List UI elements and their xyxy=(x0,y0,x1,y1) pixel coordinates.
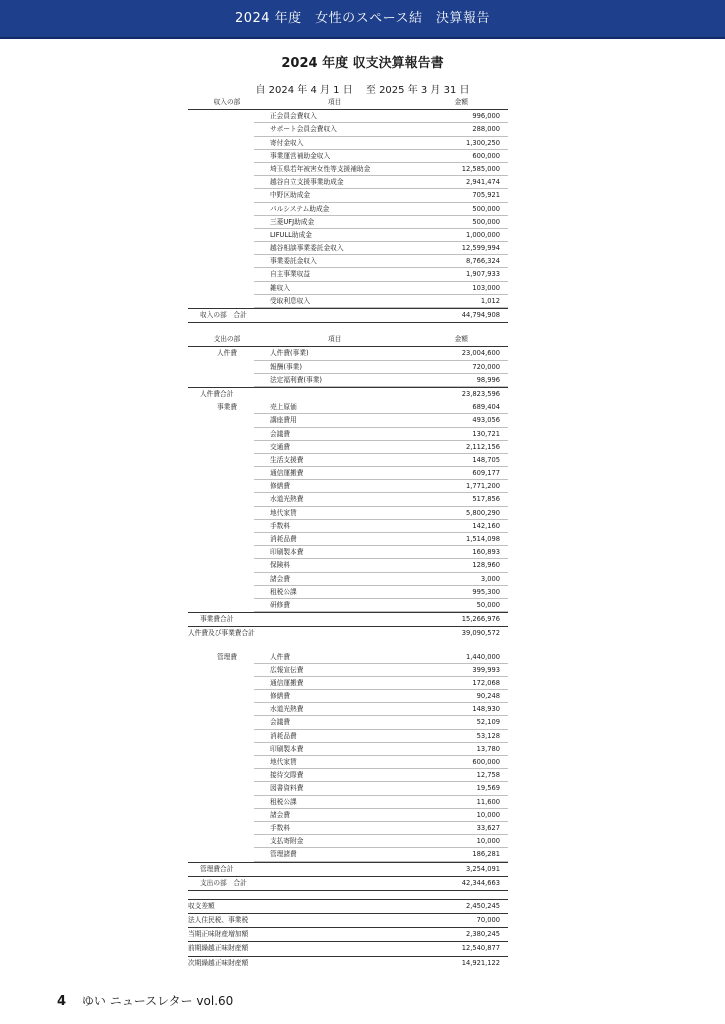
item-amount: 399,993 xyxy=(472,665,500,674)
item-name: 修繕費 xyxy=(270,692,291,701)
item-amount: 52,109 xyxy=(476,718,500,727)
table-row xyxy=(188,163,508,176)
admin-total-amount: 3,254,091 xyxy=(465,864,500,873)
table-row xyxy=(188,150,508,163)
item-name: 図書資料費 xyxy=(270,784,304,793)
income-item-header: 項目 xyxy=(328,98,342,106)
item-name: 印刷製本費 xyxy=(270,744,304,753)
item-name: 印刷製本費 xyxy=(270,548,304,557)
personnel-total-amount: 23,823,596 xyxy=(461,389,500,398)
expense-section-label: 支出の部 xyxy=(213,335,241,344)
item-amount: 11,600 xyxy=(476,797,500,806)
header-title: 2024 年度 女性のスペース結 決算報告 xyxy=(234,11,491,26)
item-name: 修繕費 xyxy=(270,482,291,491)
item-name: 自主事業収益 xyxy=(270,270,311,279)
table-row xyxy=(188,110,508,123)
table-row xyxy=(188,189,508,202)
item-name: 通信運搬費 xyxy=(270,469,304,478)
item-name: 手数料 xyxy=(270,823,291,832)
table-row xyxy=(188,848,508,861)
admin-total xyxy=(188,862,508,876)
item-name: 事業委託金収入 xyxy=(270,257,317,266)
table-row xyxy=(188,467,508,480)
item-name: 諸会費 xyxy=(270,574,291,583)
item-amount: 50,000 xyxy=(476,600,500,609)
item-amount: 1,012 xyxy=(480,296,500,305)
item-name: 講座費用 xyxy=(270,416,297,425)
item-amount: 12,758 xyxy=(476,771,500,780)
table-row xyxy=(188,414,508,427)
item-amount: 148,705 xyxy=(472,455,500,464)
income-amount-header: 金額 xyxy=(454,98,468,106)
item-name: 管理諸費 xyxy=(270,850,297,859)
item-name: 地代家賃 xyxy=(270,508,297,517)
item-name: 人件費 xyxy=(270,652,291,661)
item-name: 諸会費 xyxy=(270,810,291,819)
item-amount: 600,000 xyxy=(472,151,500,160)
income-total-label: 収入の部 合計 xyxy=(200,311,247,319)
item-name: 越谷相談事業委託金収入 xyxy=(270,244,344,253)
table-row xyxy=(188,546,508,559)
table-row xyxy=(188,268,508,281)
item-amount: 493,056 xyxy=(472,416,500,425)
item-name: 通信運搬費 xyxy=(270,678,304,687)
table-row xyxy=(188,361,508,374)
personnel-total xyxy=(188,387,508,401)
item-name: 雑収入 xyxy=(270,283,291,292)
item-amount: 995,300 xyxy=(472,587,500,596)
table-row xyxy=(188,255,508,268)
table-row xyxy=(188,441,508,454)
item-amount: 142,160 xyxy=(472,521,500,530)
item-name: 地代家賃 xyxy=(270,758,297,766)
table-row xyxy=(188,520,508,533)
item-name: 売上原価 xyxy=(270,403,297,412)
item-name: 租税公課 xyxy=(270,797,297,806)
table-row xyxy=(188,782,508,795)
summary-row-label: 法人住民税、事業税 xyxy=(188,916,249,925)
table-row xyxy=(188,507,508,520)
item-amount: 5,800,290 xyxy=(465,508,500,517)
item-name: サポート会員会費収入 xyxy=(270,125,337,134)
table-row xyxy=(188,493,508,506)
item-name: 中野区助成金 xyxy=(270,191,311,200)
item-amount: 12,599,994 xyxy=(461,244,500,253)
business-label: 事業費 xyxy=(216,403,238,412)
document-title: 2024 年度 収支決算報告書 xyxy=(281,56,444,71)
document-period: 自 2024 年 4 月 1 日 至 2025 年 3 月 31 日 xyxy=(255,85,470,96)
item-name: 三菱UFJ助成金 xyxy=(270,217,315,226)
table-row xyxy=(188,756,508,769)
item-amount: 98,996 xyxy=(476,375,500,384)
item-name: 人件費(事業) xyxy=(270,349,309,358)
table-row xyxy=(188,716,508,729)
item-name: 水道光熱費 xyxy=(270,705,304,714)
item-name: 手数料 xyxy=(270,521,291,530)
personnel-total-label: 人件費合計 xyxy=(200,389,234,398)
item-name: 接待交際費 xyxy=(270,771,304,780)
table-row xyxy=(188,822,508,835)
item-name: 法定福利費(事業) xyxy=(270,375,323,384)
business-total-amount: 15,266,976 xyxy=(461,615,500,624)
income-total xyxy=(188,308,508,323)
table-row xyxy=(188,690,508,703)
table-row xyxy=(188,743,508,756)
summary-row-amount: 70,000 xyxy=(476,916,500,925)
item-amount: 517,856 xyxy=(472,495,500,504)
item-name: 消耗品費 xyxy=(270,731,297,740)
item-amount: 2,112,156 xyxy=(465,442,500,451)
table-row xyxy=(188,401,508,414)
page-number: 4 xyxy=(57,994,67,1009)
summary-row xyxy=(188,956,508,970)
combined-total-label: 人件費及び事業費合計 xyxy=(188,629,255,638)
combined-total-amount: 39,090,572 xyxy=(461,629,500,638)
table-row xyxy=(188,730,508,743)
table-row xyxy=(188,809,508,822)
item-amount: 1,300,250 xyxy=(465,138,500,147)
summary-row xyxy=(188,927,508,941)
item-amount: 1,907,933 xyxy=(465,270,500,279)
table-row xyxy=(188,835,508,848)
income-section-label: 収入の部 xyxy=(213,98,241,106)
combined-total xyxy=(188,626,508,640)
item-amount: 500,000 xyxy=(472,204,500,213)
item-amount: 1,000,000 xyxy=(465,230,500,239)
table-row xyxy=(188,176,508,189)
expense-amount-header: 金額 xyxy=(454,335,468,344)
summary-row-label: 前期繰越正味財産額 xyxy=(188,944,249,953)
item-name: 生活支援費 xyxy=(270,455,304,464)
table-row xyxy=(188,428,508,441)
table-row xyxy=(188,651,508,664)
table-row xyxy=(188,664,508,677)
item-name: 会議費 xyxy=(270,429,291,438)
summary-row-amount: 12,540,877 xyxy=(461,944,500,953)
item-amount: 90,248 xyxy=(476,692,500,701)
income-header-row xyxy=(188,96,508,110)
item-amount: 33,627 xyxy=(476,823,500,832)
item-name: 保険料 xyxy=(270,561,291,570)
item-name: 埼玉県若年被害女性等支援補助金 xyxy=(270,164,371,173)
item-name: 会議費 xyxy=(270,718,291,727)
spacer xyxy=(188,891,508,899)
item-amount: 689,404 xyxy=(472,403,500,412)
summary-row xyxy=(188,941,508,955)
summary-row-amount: 2,450,245 xyxy=(465,901,500,910)
summary-row xyxy=(188,913,508,927)
business-total-label: 事業費合計 xyxy=(200,615,234,624)
item-name: 消耗品費 xyxy=(270,535,297,543)
item-amount: 609,177 xyxy=(472,469,500,478)
item-name: 研修費 xyxy=(270,600,291,609)
item-name: 正会員会費収入 xyxy=(270,112,317,121)
table-row xyxy=(188,282,508,295)
spacer xyxy=(188,641,508,651)
summary-row-label: 当期正味財産増加額 xyxy=(188,930,249,939)
summary-row-amount: 14,921,122 xyxy=(461,958,500,967)
table-row xyxy=(188,703,508,716)
admin-total-label: 管理費合計 xyxy=(200,864,234,873)
summary-row xyxy=(188,899,508,913)
item-amount: 128,960 xyxy=(472,561,500,570)
table-row xyxy=(188,454,508,467)
summary-row-amount: 2,380,245 xyxy=(465,930,500,939)
item-amount: 10,000 xyxy=(476,837,500,846)
table-row xyxy=(188,573,508,586)
item-amount: 2,941,474 xyxy=(465,178,500,187)
item-amount: 500,000 xyxy=(472,217,500,226)
item-amount: 8,766,324 xyxy=(465,257,500,266)
item-amount: 148,930 xyxy=(472,705,500,714)
item-amount: 53,128 xyxy=(476,731,500,740)
expense-total-amount: 42,344,663 xyxy=(461,878,500,887)
summary-row-label: 次期繰越正味財産額 xyxy=(188,958,249,967)
item-amount: 288,000 xyxy=(472,125,500,134)
item-amount: 720,000 xyxy=(472,362,500,371)
item-amount: 23,004,600 xyxy=(461,349,500,358)
summary-row-label: 収支差額 xyxy=(188,901,215,910)
personnel-label: 人件費 xyxy=(216,349,238,358)
business-total xyxy=(188,612,508,626)
item-amount: 13,780 xyxy=(476,744,500,753)
publication-name: ゆい ニュースレター vol.60 xyxy=(81,994,234,1008)
item-amount: 19,569 xyxy=(476,784,500,793)
item-amount: 3,000 xyxy=(480,574,500,583)
item-name: 報酬(事業) xyxy=(270,362,302,371)
table-row xyxy=(188,123,508,136)
item-amount: 103,000 xyxy=(472,283,500,292)
spacer xyxy=(188,323,508,333)
item-name: 越谷自立支援事業助成金 xyxy=(270,178,344,187)
item-amount: 1,771,200 xyxy=(465,482,500,491)
item-amount: 1,514,098 xyxy=(465,535,500,543)
expense-item-header: 項目 xyxy=(328,335,342,344)
table-row xyxy=(188,242,508,255)
table-row xyxy=(188,295,508,308)
item-amount: 1,440,000 xyxy=(465,652,500,661)
item-amount: 160,893 xyxy=(472,548,500,557)
table-row xyxy=(188,347,508,360)
table-row xyxy=(188,216,508,229)
item-amount: 10,000 xyxy=(476,810,500,819)
item-name: 租税公課 xyxy=(270,587,297,596)
item-amount: 186,281 xyxy=(472,850,500,859)
item-amount: 600,000 xyxy=(472,758,500,766)
item-name: 広報宣伝費 xyxy=(270,665,304,674)
table-row xyxy=(188,677,508,690)
table-row xyxy=(188,796,508,809)
item-amount: 172,068 xyxy=(472,678,500,687)
table-row xyxy=(188,229,508,242)
item-amount: 12,585,000 xyxy=(461,164,500,173)
table-row xyxy=(188,586,508,599)
income-total-amount: 44,794,908 xyxy=(461,311,500,319)
admin-label: 管理費 xyxy=(216,652,238,661)
item-name: 水道光熱費 xyxy=(270,495,304,504)
item-amount: 705,921 xyxy=(472,191,500,200)
table-row xyxy=(188,533,508,546)
item-name: 交通費 xyxy=(270,442,291,451)
item-name: LIFULL助成金 xyxy=(270,230,312,239)
item-amount: 130,721 xyxy=(472,429,500,438)
expense-header-row xyxy=(188,333,508,347)
expense-total xyxy=(188,876,508,891)
item-name: 寄付金収入 xyxy=(270,138,304,147)
table-row xyxy=(188,769,508,782)
table-row xyxy=(188,559,508,572)
item-amount: 996,000 xyxy=(472,112,500,121)
item-name: 事業運営補助金収入 xyxy=(270,151,331,160)
header-bar xyxy=(0,0,725,39)
table-row xyxy=(188,599,508,612)
table-row xyxy=(188,137,508,150)
expense-total-label: 支出の部 合計 xyxy=(200,878,247,887)
page-footer xyxy=(57,992,233,1009)
item-name: 支払寄附金 xyxy=(270,837,304,846)
item-name: パルシステム助成金 xyxy=(270,204,330,213)
table-row xyxy=(188,480,508,493)
table-row xyxy=(188,203,508,216)
item-name: 受取利息収入 xyxy=(270,296,311,305)
financial-report xyxy=(188,96,508,970)
table-row xyxy=(188,374,508,387)
